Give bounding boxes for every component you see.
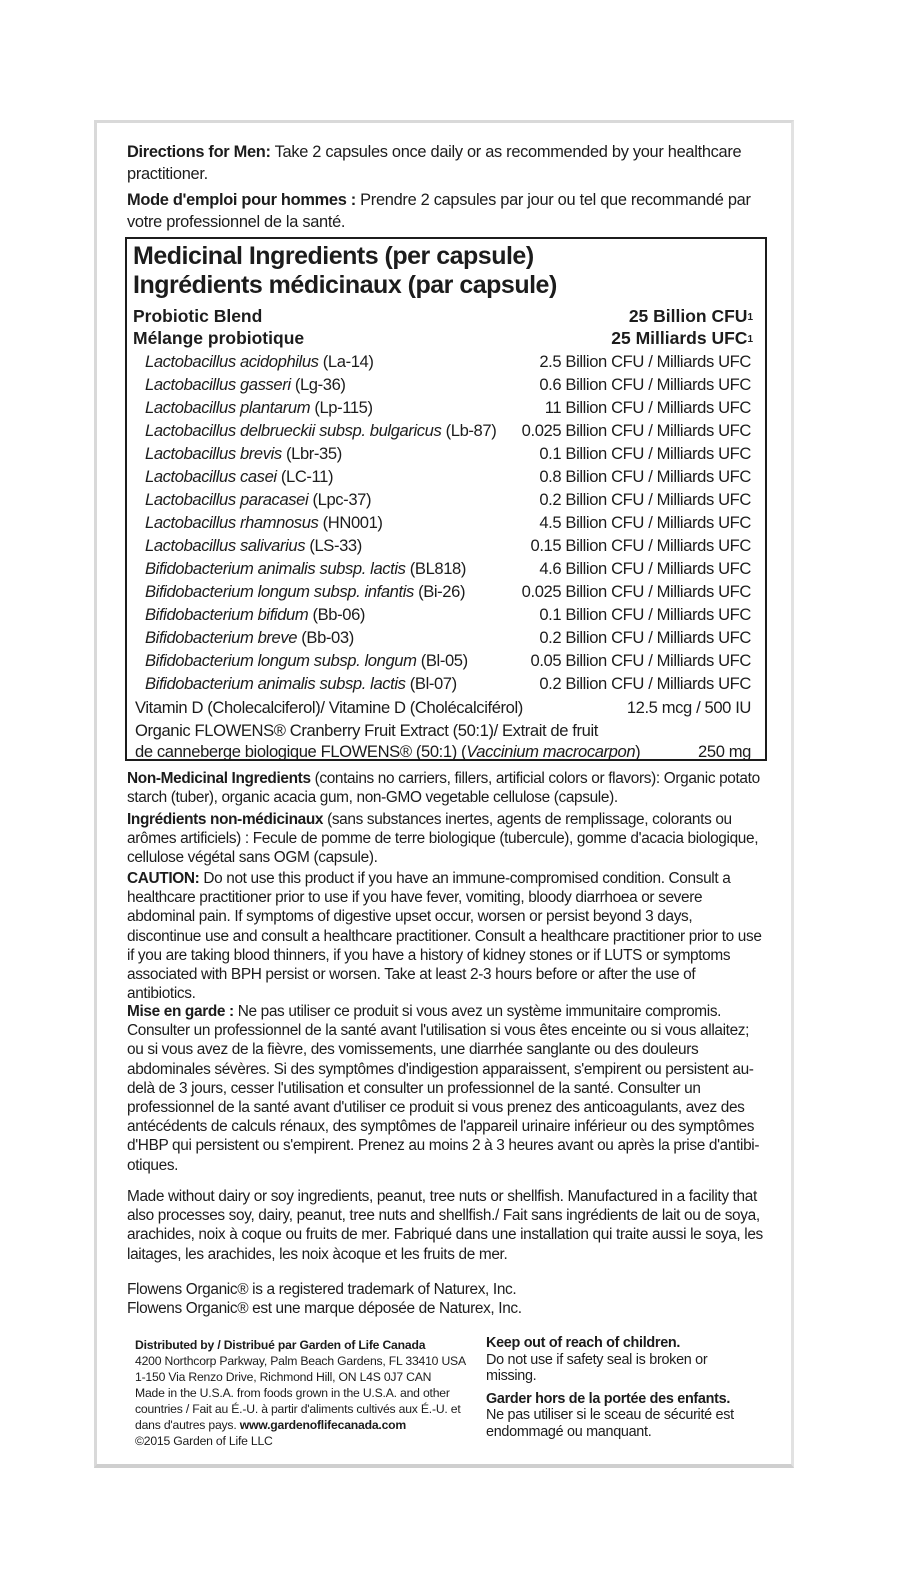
caution-fr: Mise en garde : Ne pas utiliser ce produit si vous avez un système immunitaire compromis. Consulter un professionnel de la santé avant l'utilisation si vous êtes enceinte ou si vous allaitez; ou si vous avez de la fièvre, des vomissements, une diarrhée sanglante ou des douleurs abdominales sévères. Si des symptômes d'indigestion apparaissent, s'empirent ou persistent au-delà de 3 jours, cesser l'utilisation et consulter un professionnel de la santé. Consulter un professionnel de la santé avant d'utiliser ce produit si vous prenez des anticoagulants, avez des antécédents de calculs rénaux, des symptômes de l'appareil urinaire inférieur ou des symptômes d'HBP qui persistent ou s'empirent. Prenez au moins 2 à 3 heures avant ou après la prise d'antibi-otiques. (127, 1003, 760, 1174)
blend-row-en (133, 305, 753, 327)
copyright: ©2015 Garden of Life LLC (135, 1434, 273, 1448)
strain-row: Lactobacillus brevis (Lbr-35) 0.1 Billion CFU / Milliards UFC (145, 444, 751, 463)
distributor-label: Distributed by / Distribué par Garden of Life Canada (135, 1338, 426, 1352)
seal-warning-fr: Ne pas utiliser si le sceau de sécurité est endommagé ou manquant. (486, 1407, 734, 1440)
strain-row: Lactobacillus salivarius (LS-33) 0.15 Billion CFU / Milliards UFC (145, 536, 751, 555)
trademark-en: Flowens Organic® is a registered trademark of Naturex, Inc. (127, 1281, 517, 1298)
table-title-fr: Ingrédients médicinaux (par capsule) (133, 271, 557, 299)
strain-row: Lactobacillus delbrueckii subsp. bulgaricus (Lb-87) 0.025 Billion CFU / Milliards UFC (145, 421, 751, 440)
strain-row: Bifidobacterium longum subsp. longum (Bl-05) 0.05 Billion CFU / Milliards UFC (145, 651, 751, 670)
distributor-block (135, 1337, 475, 1449)
strain-row: Bifidobacterium bifidum (Bb-06) 0.1 Billion CFU / Milliards UFC (145, 605, 751, 624)
directions-en-label: Directions for Men: (127, 143, 271, 161)
cranberry-row-1: Organic FLOWENS® Cranberry Fruit Extract (50:1)/ Extrait de fruit (135, 721, 598, 740)
directions-fr-text: Prendre 2 capsules par jour ou tel que recommandé par votre professionnel de la santé. (127, 191, 751, 231)
non-medicinal-en: Non-Medicinal Ingredients (contains no carriers, fillers, artificial colors or flavors): Organic potato starch (tuber), organic acacia gum, non-GMO vegetable cellulose (capsule). (127, 770, 760, 807)
caution-en: CAUTION: Do not use this product if you have an immune-compromised condition. Consult a healthcare practitioner prior to use if you have fever, vomiting, bloody diarrhoea or severe abdominal pain. If symptoms of digestive upset occur, worsen or persist beyond 3 days, discontinue use and consult a healthcare practitioner. Consult a healthcare practitioner prior to use if you are taking blood thinners, if you have a history of kidney stones or if LUTS or symptoms associated with BPH persist or worsen. Take at least 2-3 hours before or after the use of antibiotics. (127, 870, 762, 1003)
strain-row: Lactobacillus gasseri (Lg-36) 0.6 Billion CFU / Milliards UFC (145, 375, 751, 394)
made-in-statement: Made in the U.S.A. from foods grown in the U.S.A. and other countries / Fait au É.-U. à partir d'aliments cultivés aux É.-U. et dans d'autres pays. www.gardenoflifecanada.com (135, 1386, 461, 1432)
strain-row: Lactobacillus casei (LC-11) 0.8 Billion CFU / Milliards UFC (145, 467, 751, 486)
blend-label-fr: Mélange probiotique (133, 328, 305, 348)
distributor-address-ca: 1-150 Via Renzo Drive, Richmond Hill, ON L4S 0J7 CAN (135, 1370, 432, 1384)
website-link: www.gardenoflifecanada.com (239, 1418, 407, 1432)
blend-row-fr (133, 327, 753, 349)
medicinal-ingredients-table (125, 237, 767, 761)
strain-row: Bifidobacterium longum subsp. infantis (Bi-26) 0.025 Billion CFU / Milliards UFC (145, 582, 751, 601)
cranberry-row-2: de canneberge biologique FLOWENS® (50:1) (Vaccinium macrocarpon) 250 mg (135, 742, 751, 761)
non-medicinal-fr: Ingrédients non-médicinaux (sans substances inertes, agents de remplissage, colorants ou arômes artificiels) : Fecule de pomme de terre biologique (tubercule), gomme d'acacia biologique, cellulose végétal sans OGM (capsule). (127, 811, 759, 867)
directions-en (127, 141, 767, 185)
label-panel (94, 120, 794, 1468)
warnings-block (486, 1335, 761, 1440)
strain-row: Bifidobacterium animalis subsp. lactis (Bl-07) 0.2 Billion CFU / Milliards UFC (145, 674, 751, 693)
strain-row: Lactobacillus rhamnosus (HN001) 4.5 Billion CFU / Milliards UFC (145, 513, 751, 532)
strain-row: Bifidobacterium animalis subsp. lactis (BL818) 4.6 Billion CFU / Milliards UFC (145, 559, 751, 578)
keep-out-fr: Garder hors de la portée des enfants. (486, 1390, 731, 1407)
vitamin-d-row: Vitamin D (Cholecalciferol)/ Vitamine D (Cholécalciférol) 12.5 mcg / 500 IU (135, 698, 751, 717)
table-title-en: Medicinal Ingredients (per capsule) (133, 242, 534, 270)
directions-en-text: Take 2 capsules once daily or as recommended by your healthcare practitioner. (127, 143, 742, 183)
allergen-statement: Made without dairy or soy ingredients, peanut, tree nuts or shellfish. Manufactured in a facility that also processes soy, dairy, peanut, tree nuts and shellfish./ Fait sans ingrédients de lait ou de soya, arachides, noix à coque ou fruits de mer. Fabriqué dans une installation qui traite aussi le soya, les laitages, les arachides, les noix àcoque et les fruits de mer. (127, 1188, 763, 1263)
directions-fr-label: Mode d'emploi pour hommes : (127, 191, 356, 209)
blend-amount-en: 25 Billion CFU$^1$ (628, 306, 753, 326)
blend-label-en: Probiotic Blend (133, 306, 263, 326)
blend-amount-fr: 25 Milliards UFC$^1$ (611, 328, 753, 348)
directions-fr (127, 189, 767, 233)
distributor-address-us: 4200 Northcorp Parkway, Palm Beach Gardens, FL 33410 USA (135, 1354, 466, 1368)
strain-row: Lactobacillus acidophilus (La-14) 2.5 Billion CFU / Milliards UFC (145, 352, 751, 371)
keep-out-en: Keep out of reach of children. (486, 1335, 681, 1351)
strain-row: Bifidobacterium breve (Bb-03) 0.2 Billion CFU / Milliards UFC (145, 628, 751, 647)
strain-row: Lactobacillus plantarum (Lp-115) 11 Billion CFU / Milliards UFC (145, 398, 751, 417)
seal-warning-en: Do not use if safety seal is broken or missing. (486, 1351, 708, 1384)
strain-row: Lactobacillus paracasei (Lpc-37) 0.2 Billion CFU / Milliards UFC (145, 490, 751, 509)
trademark-fr: Flowens Organic® est une marque déposée de Naturex, Inc. (127, 1300, 522, 1317)
